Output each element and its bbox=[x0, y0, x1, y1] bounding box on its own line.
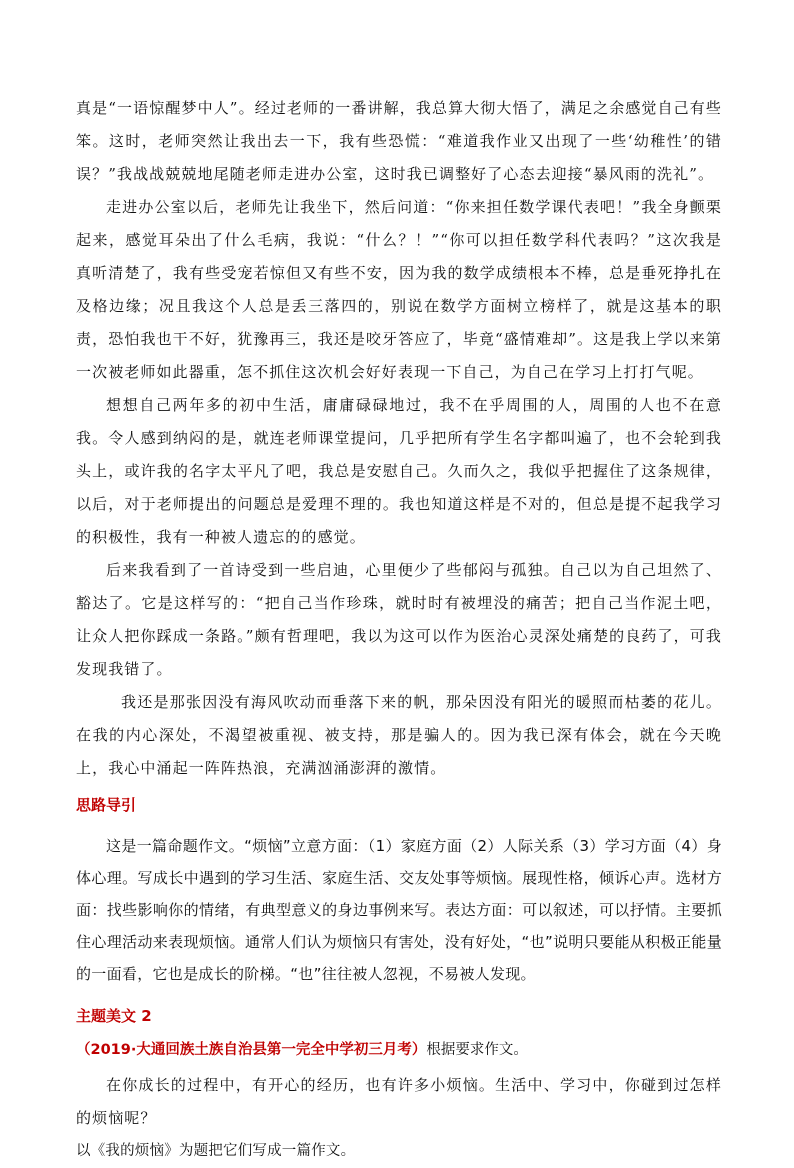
theme-prompt-line-1: 在你成长的过程中，有开心的经历，也有许多小烦恼。生活中、学习中，你碰到过怎样的烦恼呢？ bbox=[76, 1076, 722, 1127]
essay-paragraph-2: 走进办公室以后，老师先让我坐下，然后问道：“你来担任数学课代表吧！”我全身颤栗起来，感觉耳朵出了什么毛病，我说：“什么？！”“你可以担任数学科代表吗？”这次我是真听清楚了，我有些受宠若惊但又有些不安，因为我的数学成绩根本不棒，总是垂死挣扎在及格边缘；况且我这个人总是丢三落四的，别说在数学方面树立榜样了，就是这基本的职责，恐怕我也干不好，犹豫再三，我还是咬牙答应了，毕竟“盛情难却”。这是我上学以来第一次被老师如此器重，怎不抓住这次机会好好表现一下自己，为自己在学习上打打气呢。 bbox=[76, 198, 722, 381]
essay-paragraph-4: 后来我看到了一首诗受到一些启迪，心里便少了些郁闷与孤独。自己以为自己坦然了、豁达了。它是这样写的：“把自己当作珍珠，就时时有被埋没的痛苦；把自己当作泥土吧，让众人把你踩成一条路。”颇有哲理吧，我以为这可以作为医治心灵深处痛楚的良药了，可我发现我错了。 bbox=[76, 561, 722, 678]
theme-heading: 主题美文 2 bbox=[76, 1007, 152, 1025]
essay-paragraph-1: 真是“一语惊醒梦中人”。经过老师的一番讲解，我总算大彻大悟了，满足之余感觉自己有些笨。这时，老师突然让我出去一下，我有些恐慌：“难道我作业又出现了一些‘幼稚性’的错误？”我战战兢兢地尾随老师走进办公室，这时我已调整好了心态去迎接“暴风雨的洗礼”。 bbox=[76, 99, 722, 183]
guide-text: 这是一篇命题作文。“烦恼”立意方面：（1）家庭方面（2）人际关系（3）学习方面（4）身体心理。写成长中遇到的学习生活、家庭生活、交友处事等烦恼。展现性格，倾诉心声。选材方面：找些影响你的情绪，有典型意义的身边事例来写。表达方面：可以叙述，可以抒情。主要抓住心理活动来表现烦恼。通常人们认为烦恼只有害处，没有好处，“也”说明只要能从积极正能量的一面看，它也是成长的阶梯。“也”往往被人忽视，不易被人发现。 bbox=[76, 837, 722, 983]
essay-paragraph-3: 想想自己两年多的初中生活，庸庸碌碌地过，我不在乎周围的人，周围的人也不在意我。令人感到纳闷的是，就连老师课堂提问，几乎把所有学生名字都叫遍了，也不会轮到我头上，或许我的名字太平凡了吧，我总是安慰自己。久而久之，我似乎把握住了这条规律，以后，对于老师提出的问题总是爱理不理的。我也知道这样是不对的，但总是提不起我学习的积极性，我有一种被人遗忘的的感觉。 bbox=[76, 396, 722, 546]
theme-source-line bbox=[76, 1035, 722, 1065]
essay-paragraph-5: 我还是那张因没有海风吹动而垂落下来的帆，那朵因没有阳光的暖照而枯萎的花儿。在我的内心深处，不渴望被重视、被支持，那是骗人的。因为我已深有体会，就在今天晚上，我心中涌起一阵阵热浪，充满汹涌澎湃的激情。 bbox=[76, 693, 722, 777]
theme-instruction: 根据要求作文。 bbox=[426, 1042, 528, 1058]
page-content bbox=[76, 92, 722, 1168]
guide-heading: 思路导引 bbox=[76, 796, 137, 814]
theme-prompt-line-2: 以《我的烦恼》为题把它们写成一篇作文。 bbox=[76, 1143, 356, 1159]
theme-source: （2019·大通回族土族自治县第一完全中学初三月考） bbox=[76, 1042, 427, 1058]
